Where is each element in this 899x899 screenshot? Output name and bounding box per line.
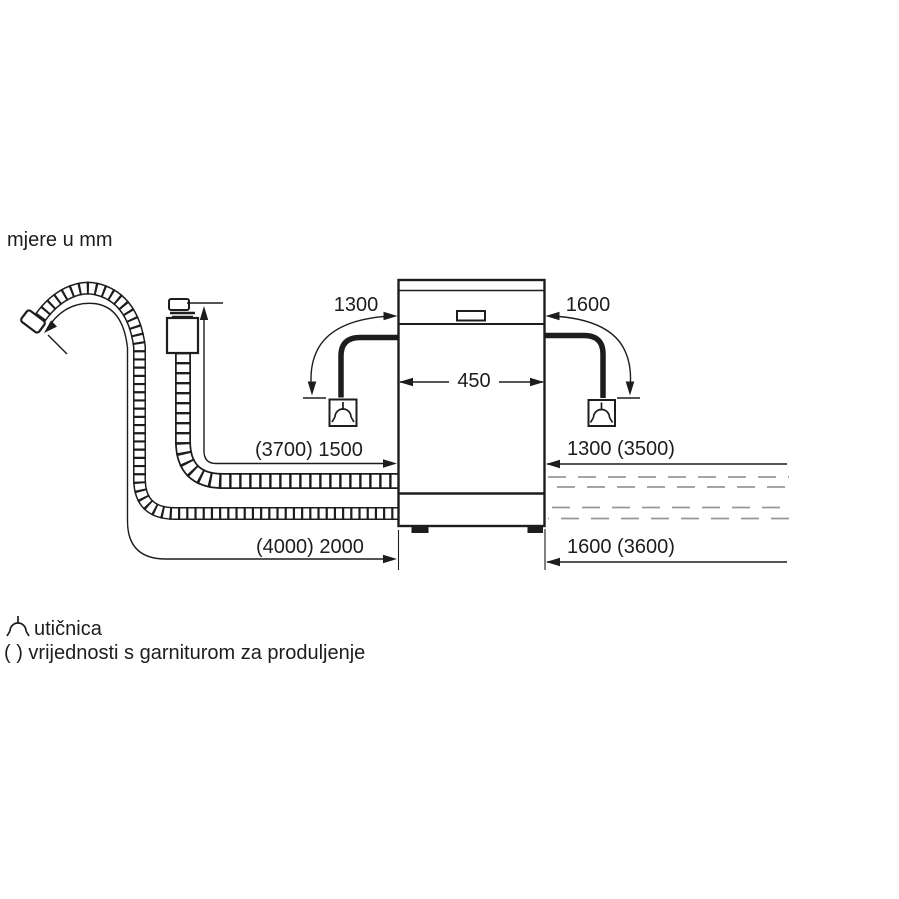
tap-nut <box>169 299 189 310</box>
legend-extension-note: ( ) vrijednosti s garniturom za produljenje <box>4 642 366 664</box>
units-note: mjere u mm <box>7 229 113 251</box>
valve-body <box>167 318 198 353</box>
foot-right <box>528 526 544 533</box>
arrowheads <box>44 306 634 566</box>
power-cable-right <box>545 336 603 399</box>
dim-power-cable-left: 1300 <box>333 294 379 316</box>
dim-drain-hose-left: (4000) 2000 <box>256 536 364 558</box>
supply-hose <box>183 352 400 481</box>
dishwasher-outline <box>399 280 545 533</box>
socket-icon <box>7 616 29 636</box>
dim-supply-hose-right: 1300 (3500) <box>567 438 675 460</box>
legend-socket-label: utičnica <box>34 618 102 640</box>
dim-drain-hose-right: 1600 (3600) <box>567 536 675 558</box>
dim-supply-hose-left: (3700) 1500 <box>255 439 363 461</box>
socket-left <box>330 400 357 427</box>
control-panel-display <box>457 311 485 321</box>
hose-extension-dashed-lines <box>548 477 789 519</box>
power-cable-left <box>341 338 398 398</box>
dim-power-cable-right: 1600 <box>565 294 611 316</box>
dim-appliance-width: 450 <box>457 370 491 392</box>
foot-left <box>412 526 429 533</box>
socket-right <box>589 400 616 426</box>
aquastop-valve <box>167 299 198 353</box>
